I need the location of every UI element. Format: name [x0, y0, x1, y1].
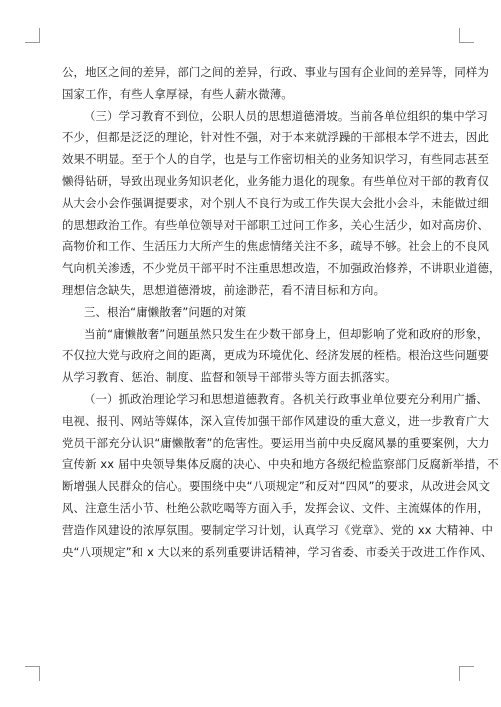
text-line: 懒得钻研，导致出现业务知识老化，业务能力退化的现象。有些单位对干部的教育仅 — [62, 173, 490, 188]
document-body — [62, 62, 501, 563]
crop-mark-bottom-right — [459, 666, 474, 681]
text-line: 风、注意生活小节、杜绝公款吃喝等方面入手，发挥会议、文件、主流媒体的作用， — [62, 500, 490, 515]
text-line: 断增强人民群众的信心。要围绕中央“八项规定”和反对“四风”的要求，从改进会风文 — [62, 479, 491, 494]
text-line: （一）抓政治理论学习和思想道德教育。各机关行政事业单位要充分利用广播、 — [84, 391, 488, 406]
crop-mark-bottom-left — [25, 666, 40, 681]
text-line: 理想信念缺失，思想道德滑坡，前途渺茫，看不清目标和方向。 — [62, 282, 386, 297]
text-line: 气向机关渗透，不少党员干部平时不注重思想改造，不加强政治修养，不讲职业道德， — [62, 261, 501, 276]
text-line: 营造作风建设的浓厚氛围。要制定学习计划，认真学习《党章》、党的 xx 大精神、中 — [62, 522, 494, 537]
text-line: 宣传新 xx 届中央领导集体反腐的决心、中央和地方各级纪检监察部门反腐新举措，不 — [62, 457, 499, 472]
text-line: 国家工作，有些人拿厚禄，有些人薪水微薄。 — [62, 86, 293, 101]
text-line: 的思想政治工作。有些单位领导对干部职工过问工作多，关心生活少，如对高房价、 — [62, 217, 490, 232]
text-line: 从大会小会作强调提要求，对个别人不良行为或工作失误大会批小会斗，未能做过细 — [62, 195, 490, 210]
crop-mark-top-left — [25, 28, 40, 43]
text-line: 电视、报刊、网站等媒体，深入宣传加强干部作风建设的重大意义，进一步教育广大 — [62, 413, 490, 428]
text-line: 从学习教育、惩治、制度、监督和领导干部带头等方面去抓落实。 — [62, 370, 397, 385]
text-line: （三）学习教育不到位，公职人员的思想道德滑坡。当前各单位组织的集中学习 — [84, 108, 488, 123]
text-line: 不仅拉大党与政府之间的距离，更成为环境优化、经济发展的桎梏。根治这些问题要 — [62, 348, 490, 363]
text-line: 三、根治“庸懒散奢”问题的对策 — [84, 304, 247, 319]
text-line: 效果不明显。至于个人的自学，也是与工作密切相关的业务知识学习，有些同志甚至 — [62, 152, 490, 167]
text-line: 当前“庸懒散奢”问题虽然只发生在少数干部身上，但却影响了党和政府的形象， — [84, 326, 489, 341]
text-line: 央“八项规定”和 x 大以来的系列重要讲话精神，学习省委、市委关于改进工作作风、 — [62, 544, 493, 559]
text-line: 高物价和工作、生活压力大所产生的焦虑情绪关注不多，疏导不够。社会上的不良风 — [62, 239, 490, 254]
crop-mark-top-right — [459, 28, 474, 43]
text-line: 公，地区之间的差异，部门之间的差异，行政、事业与国有企业间的差异等，同样为 — [62, 65, 490, 79]
text-line: 不少，但都是泛泛的理论，针对性不强，对于本来就浮躁的干部根本学不进去，因此 — [62, 130, 490, 145]
text-line: 党员干部充分认识“庸懒散奢”的危害性。要运用当前中央反腐风暴的重要案例，大力 — [62, 435, 490, 450]
